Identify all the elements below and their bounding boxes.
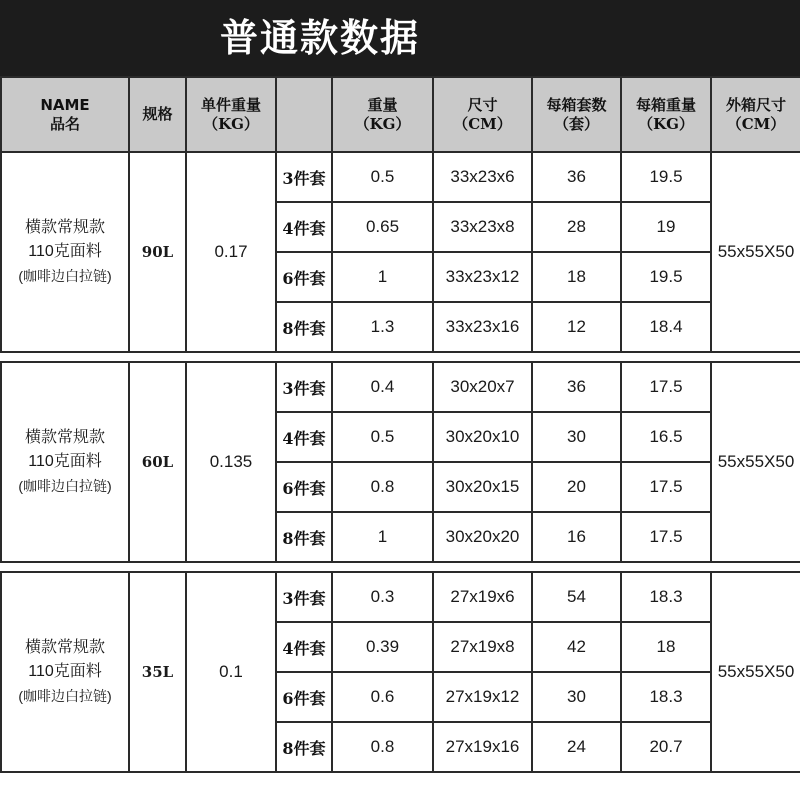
sets-per-box-cell: 42 bbox=[532, 622, 621, 672]
sets-per-box-cell: 24 bbox=[532, 722, 621, 772]
header-outer-box-l1: 外箱尺寸 bbox=[725, 95, 786, 114]
size-cell: 33x23x16 bbox=[433, 302, 532, 352]
sets-per-box-cell: 30 bbox=[532, 672, 621, 722]
header-weight-per-box bbox=[621, 77, 711, 152]
product-name-line2: 110克面料 bbox=[28, 243, 102, 260]
unit-weight-cell: 0.135 bbox=[186, 362, 276, 562]
product-name-line1: 横款常规款 bbox=[24, 429, 105, 446]
header-outer-box-l2: （CM） bbox=[726, 114, 786, 133]
sets-per-box-cell: 18 bbox=[532, 252, 621, 302]
weight-cell: 0.39 bbox=[332, 622, 433, 672]
set-cell: 4件套 bbox=[276, 622, 332, 672]
product-name-line2: 110克面料 bbox=[28, 453, 102, 470]
title-bar bbox=[0, 0, 800, 76]
header-sets-per-box-l1: 每箱套数 bbox=[546, 95, 607, 114]
sets-per-box-cell: 54 bbox=[532, 572, 621, 622]
outer-box-cell: 55x55X50 bbox=[711, 572, 800, 772]
sets-per-box-cell: 36 bbox=[532, 362, 621, 412]
weight-cell: 0.6 bbox=[332, 672, 433, 722]
set-cell: 4件套 bbox=[276, 202, 332, 252]
set-cell: 3件套 bbox=[276, 152, 332, 202]
sets-per-box-cell: 30 bbox=[532, 412, 621, 462]
box-weight-cell: 18 bbox=[621, 622, 711, 672]
product-name-cell bbox=[1, 572, 129, 772]
sets-per-box-cell: 28 bbox=[532, 202, 621, 252]
outer-box-cell: 55x55X50 bbox=[711, 362, 800, 562]
product-name-note: (咖啡边白拉链) bbox=[18, 268, 112, 284]
weight-cell: 0.4 bbox=[332, 362, 433, 412]
header-unit-weight-l1: 单件重量 bbox=[200, 95, 261, 114]
header-name bbox=[1, 77, 129, 152]
header-weight-per-box-l2: （KG） bbox=[638, 114, 694, 133]
set-cell: 8件套 bbox=[276, 722, 332, 772]
box-weight-cell: 17.5 bbox=[621, 512, 711, 562]
header-row bbox=[1, 77, 800, 152]
sets-per-box-cell: 16 bbox=[532, 512, 621, 562]
set-cell: 3件套 bbox=[276, 362, 332, 412]
header-sets-per-box bbox=[532, 77, 621, 152]
set-cell: 6件套 bbox=[276, 672, 332, 722]
page-title: 普通款数据 bbox=[219, 16, 420, 60]
set-cell: 6件套 bbox=[276, 462, 332, 512]
product-name-note: (咖啡边白拉链) bbox=[18, 478, 112, 494]
box-weight-cell: 18.3 bbox=[621, 672, 711, 722]
header-spec bbox=[129, 77, 186, 152]
size-cell: 33x23x12 bbox=[433, 252, 532, 302]
sets-per-box-cell: 12 bbox=[532, 302, 621, 352]
size-cell: 30x20x15 bbox=[433, 462, 532, 512]
unit-weight-cell: 0.17 bbox=[186, 152, 276, 352]
header-spec-label: 规格 bbox=[142, 105, 173, 123]
size-cell: 30x20x10 bbox=[433, 412, 532, 462]
product-name-cell bbox=[1, 152, 129, 352]
box-weight-cell: 20.7 bbox=[621, 722, 711, 772]
header-size-l1: 尺寸 bbox=[467, 95, 498, 114]
product-name-cell bbox=[1, 362, 129, 562]
size-cell: 27x19x16 bbox=[433, 722, 532, 772]
spec-table bbox=[0, 76, 800, 773]
set-cell: 4件套 bbox=[276, 412, 332, 462]
spec-cell: 60L bbox=[129, 362, 186, 562]
sets-per-box-cell: 20 bbox=[532, 462, 621, 512]
header-unit-weight-l2: （KG） bbox=[203, 114, 259, 133]
size-cell: 27x19x12 bbox=[433, 672, 532, 722]
header-weight-l2: （KG） bbox=[354, 114, 411, 133]
outer-box-cell: 55x55X50 bbox=[711, 152, 800, 352]
set-cell: 8件套 bbox=[276, 302, 332, 352]
size-cell: 33x23x6 bbox=[433, 152, 532, 202]
weight-cell: 0.8 bbox=[332, 722, 433, 772]
group-spacer bbox=[1, 562, 800, 572]
spec-cell: 90L bbox=[129, 152, 186, 352]
weight-cell: 0.3 bbox=[332, 572, 433, 622]
weight-cell: 1.3 bbox=[332, 302, 433, 352]
table-row bbox=[1, 572, 800, 622]
weight-cell: 0.5 bbox=[332, 152, 433, 202]
box-weight-cell: 19.5 bbox=[621, 252, 711, 302]
spec-table-container bbox=[0, 76, 800, 800]
group-spacer bbox=[1, 352, 800, 362]
header-size bbox=[433, 77, 532, 152]
box-weight-cell: 18.3 bbox=[621, 572, 711, 622]
header-weight bbox=[332, 77, 433, 152]
table-row bbox=[1, 362, 800, 412]
set-cell: 6件套 bbox=[276, 252, 332, 302]
table-body bbox=[1, 152, 800, 772]
size-cell: 27x19x8 bbox=[433, 622, 532, 672]
header-outer-box bbox=[711, 77, 800, 152]
box-weight-cell: 18.4 bbox=[621, 302, 711, 352]
box-weight-cell: 19 bbox=[621, 202, 711, 252]
weight-cell: 1 bbox=[332, 512, 433, 562]
box-weight-cell: 17.5 bbox=[621, 462, 711, 512]
weight-cell: 0.65 bbox=[332, 202, 433, 252]
box-weight-cell: 16.5 bbox=[621, 412, 711, 462]
table-row bbox=[1, 152, 800, 202]
set-cell: 3件套 bbox=[276, 572, 332, 622]
product-name-line2: 110克面料 bbox=[28, 663, 102, 680]
product-name-line1: 横款常规款 bbox=[24, 639, 105, 656]
unit-weight-cell: 0.1 bbox=[186, 572, 276, 772]
header-name-en: NAME bbox=[40, 95, 90, 114]
size-cell: 30x20x7 bbox=[433, 362, 532, 412]
header-name-cn: 品名 bbox=[49, 114, 80, 133]
header-unit-weight bbox=[186, 77, 276, 152]
product-name-note: (咖啡边白拉链) bbox=[18, 688, 112, 704]
header-sets-per-box-l2: （套） bbox=[553, 114, 599, 133]
header-weight-per-box-l1: 每箱重量 bbox=[635, 95, 696, 114]
weight-cell: 0.5 bbox=[332, 412, 433, 462]
header-set-blank bbox=[276, 77, 332, 152]
weight-cell: 1 bbox=[332, 252, 433, 302]
weight-cell: 0.8 bbox=[332, 462, 433, 512]
header-weight-l1: 重量 bbox=[367, 95, 398, 114]
size-cell: 33x23x8 bbox=[433, 202, 532, 252]
size-cell: 30x20x20 bbox=[433, 512, 532, 562]
spacer-cell bbox=[1, 562, 800, 572]
set-cell: 8件套 bbox=[276, 512, 332, 562]
sets-per-box-cell: 36 bbox=[532, 152, 621, 202]
box-weight-cell: 19.5 bbox=[621, 152, 711, 202]
spacer-cell bbox=[1, 352, 800, 362]
spec-cell: 35L bbox=[129, 572, 186, 772]
size-cell: 27x19x6 bbox=[433, 572, 532, 622]
product-name-line1: 横款常规款 bbox=[24, 219, 105, 236]
header-size-l2: （CM） bbox=[453, 114, 512, 133]
box-weight-cell: 17.5 bbox=[621, 362, 711, 412]
